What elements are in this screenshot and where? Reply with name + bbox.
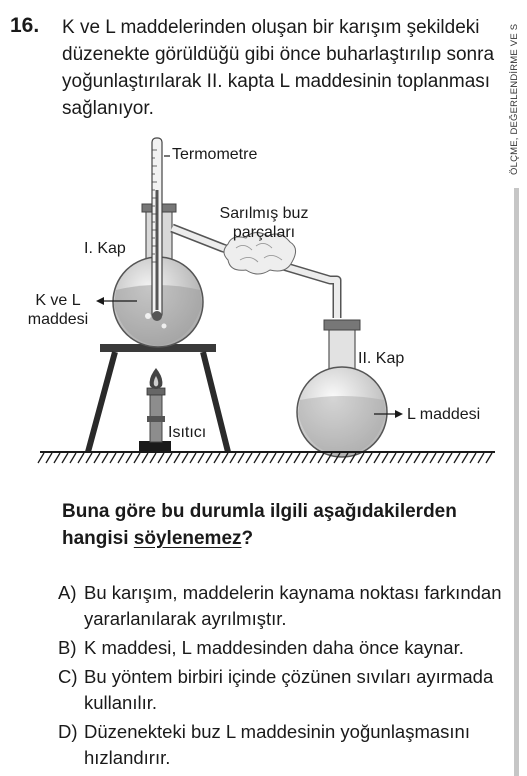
ice-label-line1: Sarılmış buz xyxy=(219,205,309,222)
prompt-end: ? xyxy=(241,528,254,549)
question-prompt xyxy=(62,498,502,552)
heater-label: Isıtıcı xyxy=(168,424,207,441)
side-margin-label: ÖLÇME, DEĞERLENDİRME VE S xyxy=(509,23,520,175)
option-text: Bu yöntem birbiri içinde çözünen sıvıları ayırmada kullanılır. xyxy=(84,666,494,713)
option-text: Bu karışım, maddelerin kaynama noktası farkından yararlanılarak ayrılmıştır. xyxy=(84,582,502,629)
question-number: 16. xyxy=(10,14,40,37)
option-d[interactable] xyxy=(58,719,508,771)
answer-options xyxy=(58,580,508,774)
thermometer-label: Termometre xyxy=(172,146,258,163)
thermometer xyxy=(152,138,162,321)
question-stem: K ve L maddelerinden oluşan bir karışım şekildeki düzenekte görüldüğü gibi önce buharlaştırılıp sonra yoğunlaştırılarak II. kapta L maddesinin toplanması sağlanıyor. xyxy=(62,17,495,119)
option-letter: C) xyxy=(58,666,78,687)
distillation-figure xyxy=(0,130,510,475)
option-text: Düzenekteki buz L maddesinin yoğunlaşmasını hızlandırır. xyxy=(84,721,470,768)
option-letter: B) xyxy=(58,637,77,658)
mixture-label xyxy=(24,291,92,329)
prompt-emphasis: söylenemez xyxy=(133,528,242,549)
burner-heater xyxy=(139,368,171,452)
flask-one-label: I. Kap xyxy=(84,240,126,257)
option-letter: A) xyxy=(58,582,77,603)
option-b[interactable] xyxy=(58,635,508,661)
side-margin-bar xyxy=(514,188,519,776)
option-text: K maddesi, L maddesinden daha önce kaynar. xyxy=(84,637,464,658)
flask-two-label: II. Kap xyxy=(358,350,405,367)
option-letter: D) xyxy=(58,721,78,742)
prompt-text: Buna göre bu durumla ilgili aşağıdakilerden hangisi xyxy=(62,501,457,549)
option-c[interactable] xyxy=(58,664,508,716)
option-a[interactable] xyxy=(58,580,508,632)
mixture-label-line1: K ve L xyxy=(35,292,81,309)
ice-label-line2: parçaları xyxy=(232,224,296,241)
flask-two xyxy=(297,320,387,457)
l-substance-label: L maddesi xyxy=(407,406,481,423)
mixture-label-line2: maddesi xyxy=(27,311,89,328)
ground-line xyxy=(38,452,495,463)
ice-label xyxy=(204,204,324,242)
